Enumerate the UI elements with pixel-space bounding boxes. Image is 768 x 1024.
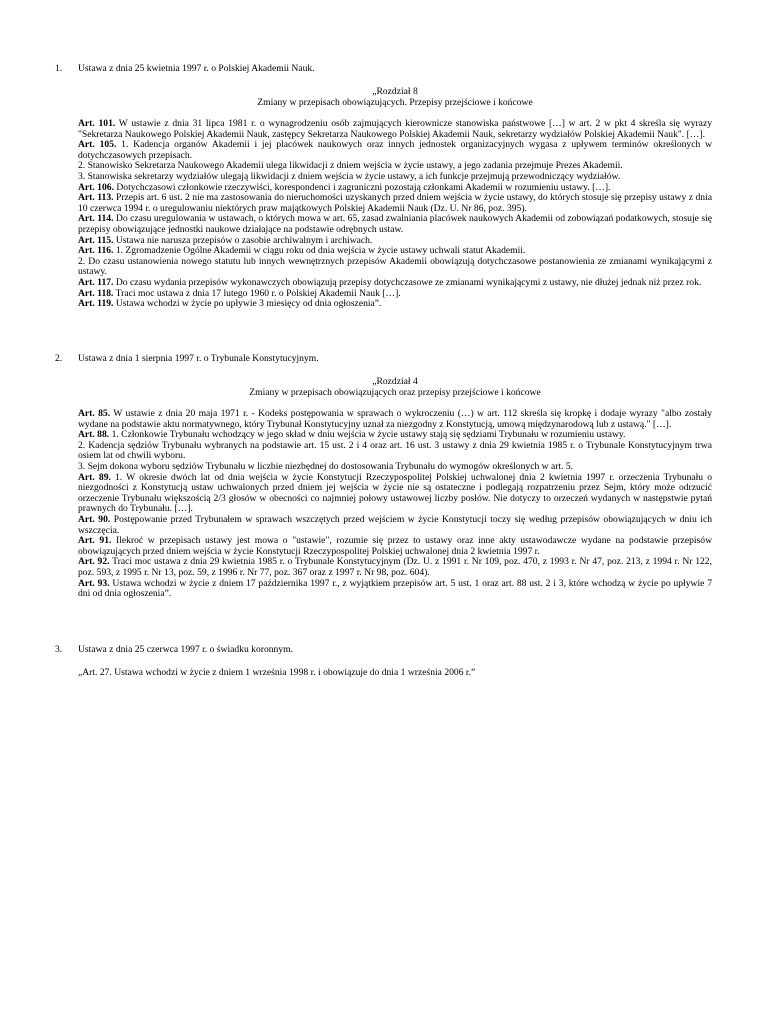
article-paragraph: Art. 116. 1. Zgromadzenie Ogólne Akademii w ciągu roku od dnia wejścia w życie ustawy uchwali statut Akademii. <box>78 245 526 257</box>
chapter-heading: „Rozdział 8 <box>372 86 418 97</box>
article-quote: „Art. 27. Ustawa wchodzi w życie z dniem 1 września 1998 r. i obowiązuje do dnia 1 września 2006 r.” <box>78 667 476 678</box>
article-paragraph: Art. 105. 1. Kadencja organów Akademii i jej placówek naukowych oraz innych jednostek organizacyjnych wygasa z upływem terminów określonych w dotychczasowych przepisach. <box>78 139 712 161</box>
article-paragraph: 2. Do czasu ustanowienia nowego statutu lub innych wewnętrznych przepisów Akademii obowiązują dotychczasowe postanowienia ze zmianami wynikającymi z ustawy. <box>78 255 712 278</box>
article-paragraph: Art. 115. Ustawa nie narusza przepisów o zasobie archiwalnym i archiwach. <box>78 234 373 246</box>
article-paragraph: Art. 89. 1. W okresie dwóch lat od dnia wejścia w życie Konstytucji Rzeczypospolitej Polskiej uchwalonej dnia 2 kwietnia 1997 r. orzeczenia Trybunału o niezgodności z Konstytucją ustaw uchwalonych przed dniem jej wejścia w życie nie są ostateczne i podlegają rozpatrzeniu przez Sejm, który może odrzucić orzeczenie Trybunału większością 2/3 głosów w obecności co najmniej połowy ustawowej liczby posłów. Nie dotyczy to orzeczeń wydanych w następstwie pytań prawnych do Trybunału. […]. <box>78 471 712 515</box>
item-title: Ustawa z dnia 25 kwietnia 1997 r. o Polskiej Akademii Nauk. <box>78 63 315 74</box>
article-paragraph: Art. 92. Traci moc ustawa z dnia 29 kwietnia 1985 r. o Trybunale Konstytucyjnym (Dz. U. z 1991 r. Nr 109, poz. 470, z 1993 r. Nr 47, poz. 213, z 1994 r. Nr 122, poz. 593, z 1995 r. Nr 13, poz. 59, z 1996 r. Nr 77, poz. 367 oraz z 1997 r. Nr 98, poz. 604). <box>78 556 713 578</box>
item-number: 3. <box>55 644 63 655</box>
article-paragraph: 3. Sejm dokona wyboru sędziów Trybunału w liczbie niezbędnej do dostosowania Trybunału do wymogów określonych w art. 5. <box>78 460 574 472</box>
item-title: Ustawa z dnia 1 sierpnia 1997 r. o Trybunale Konstytucyjnym. <box>78 353 319 364</box>
article-paragraph: 3. Stanowiska sekretarzy wydziałów ulegają likwidacji z dniem wejścia w życie ustawy, a ich funkcje przejmują przewodniczący wydziałów. <box>78 170 621 182</box>
article-paragraph: Art. 91. Ilekroć w przepisach ustawy jest mowa o "ustawie", rozumie się przez to ustawy oraz inne akty ustawodawcze wydane na podstawie przepisów obowiązujących przed dniem wejścia w życie Konstytucji Rzeczypospolitej Polskiej uchwalonej dnia 2 kwietnia 1997 r. <box>78 535 712 557</box>
article-paragraph: Art. 118. Traci moc ustawa z dnia 17 lutego 1960 r. o Polskiej Akademii Nauk […]. <box>78 287 401 299</box>
article-block <box>78 409 712 600</box>
article-paragraph: Art. 117. Do czasu wydania przepisów wykonawczych obowiązują przepisy dotychczasowe ze zmianami wynikającymi z ustawy, nie dłużej jednak niż przez rok. <box>78 276 702 288</box>
chapter-heading: „Rozdział 4 <box>372 376 418 387</box>
article-paragraph: Art. 106. Dotychczasowi członkowie rzeczywiści, korespondenci i zagraniczni pozostają członkami Akademii w rozumieniu ustawy. […]. <box>78 181 611 193</box>
article-paragraph: Art. 119. Ustawa wchodzi w życie po upływie 3 miesięcy od dnia ogłoszenia”. <box>78 298 382 310</box>
article-paragraph: Art. 114. Do czasu uregulowania w ustawach, o których mowa w art. 65, zasad zwalniania placówek naukowych Akademii od zobowiązań podatkowych, stosuje się przepisy obowiązujące jednostki naukowe działające na podstawie odrębnych ustaw. <box>78 213 713 235</box>
article-paragraph: Art. 85. W ustawie z dnia 20 maja 1971 r. - Kodeks postępowania w sprawach o wykroczeniu (…) w art. 112 skreśla się kropkę i dodaje wyrazy "albo zostały wydane na podstawie aktu normatywnego, który Trybunał Konstytucyjny uznał za niezgodny z Konstytucją, umową międzynarodową lub z ustawą." […]. <box>78 408 712 430</box>
chapter-title: Zmiany w przepisach obowiązujących. Przepisy przejściowe i końcowe <box>257 97 533 108</box>
article-paragraph: 2. Kadencja sędziów Trybunału wybranych na podstawie art. 15 ust. 2 i 4 oraz art. 16 ust. 3 ustawy z dnia 29 kwietnia 1985 r. o Trybunale Konstytucyjnym trwa osiem lat od chwili wyboru. <box>78 439 712 462</box>
article-paragraph: Art. 101. W ustawie z dnia 31 lipca 1981 r. o wynagrodzeniu osób zajmujących kierownicze stanowiska państwowe […] w art. 2 w pkt 4 skreśla się wyrazy "Sekretarza Naukowego Polskiej Akademii Nauk, zastępcy Sekretarza Naukowego Polskiej Akademii Nauk, sekretarzy wydziałów Polskiej Akademii Nauk". […]. <box>78 118 712 140</box>
item-title: Ustawa z dnia 25 czerwca 1997 r. o świadku koronnym. <box>78 644 294 655</box>
item-number: 2. <box>55 353 63 364</box>
item-number: 1. <box>55 63 63 74</box>
article-paragraph: Art. 113. Przepis art. 6 ust. 2 nie ma zastosowania do nieruchomości uzyskanych przed dniem wejścia w życie ustawy, do których stosuje się przepisy ustawy z dnia 10 czerwca 1994 r. o uregulowaniu niektórych praw majątkowych Polskiej Akademii Nauk (Dz. U. Nr 86, poz. 395). <box>78 192 712 214</box>
article-paragraph: Art. 88. 1. Członkowie Trybunału wchodzący w jego skład w dniu wejścia w życie ustawy stają się sędziami Trybunału w rozumieniu ustawy. <box>78 429 626 441</box>
article-paragraph: Art. 90. Postępowanie przed Trybunałem w sprawach wszczętych przed wejściem w życie Konstytucji toczy się według przepisów obowiązujących w dniu ich wszczęcia. <box>78 513 713 536</box>
article-paragraph: 2. Stanowisko Sekretarza Naukowego Akademii ulega likwidacji z dniem wejścia w życie ustawy, a jego zadania przejmuje Prezes Akademii. <box>78 160 623 172</box>
article-paragraph: Art. 93. Ustawa wchodzi w życie z dniem 17 października 1997 r., z wyjątkiem przepisów art. 5 ust. 1 oraz art. 88 ust. 2 i 3, które wchodzą w życie po upływie 7 dni od dnia ogłoszenia”. <box>78 577 712 600</box>
chapter-title: Zmiany w przepisach obowiązujących oraz przepisy przejściowe i końcowe <box>249 387 541 398</box>
article-block <box>78 119 712 310</box>
